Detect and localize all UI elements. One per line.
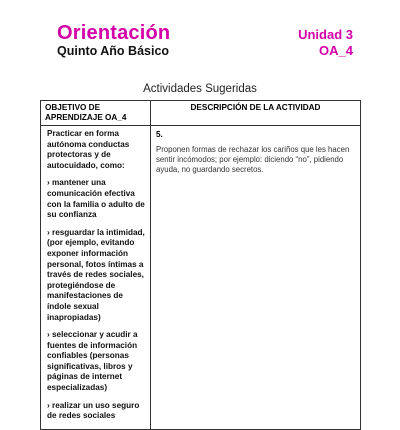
unit-label-group	[298, 27, 353, 59]
objective-cell	[41, 126, 151, 430]
objective-item: › mantener una comunicación efectiva con la familia o adulto de su confianza	[47, 178, 145, 220]
objective-column-header: OBJETIVO DE APRENDIZAJE OA_4	[41, 101, 151, 126]
section-title: Actividades Sugeridas	[143, 83, 257, 95]
activity-description: Proponen formas de rechazar los cariños que les hacen sentir incómodos; por ejemplo: diciendo “no”, pidiendo ayuda, no guardando secretos.	[156, 145, 350, 174]
description-cell	[151, 126, 361, 430]
activities-table	[40, 100, 361, 430]
grade-subtitle: Quinto Año Básico	[57, 44, 170, 58]
table-row	[41, 126, 361, 430]
objective-intro: Practicar en forma autónoma conductas protectoras y de autocuidado, como:	[47, 129, 130, 170]
objective-item: › resguardar la intimidad, (por ejemplo, evitando exponer información personal, fotos íntimas a través de redes sociales, protegiéndose de manifestaciones de índole sexual inapropiadas)	[47, 227, 145, 322]
activity-number: 5.	[156, 130, 163, 139]
objective-item: › realizar un uso seguro de redes sociales	[47, 400, 140, 421]
objective-item: › seleccionar y acudir a fuentes de información confiables (personas significativas, libros y páginas de internet especializadas)	[47, 330, 138, 393]
description-column-header: DESCRIPCIÓN DE LA ACTIVIDAD	[151, 101, 361, 126]
table-header-row	[41, 101, 361, 126]
unit-label: Unidad 3	[298, 27, 353, 42]
page-title: Orientación	[57, 22, 171, 44]
objective-code: OA_4	[319, 43, 353, 58]
